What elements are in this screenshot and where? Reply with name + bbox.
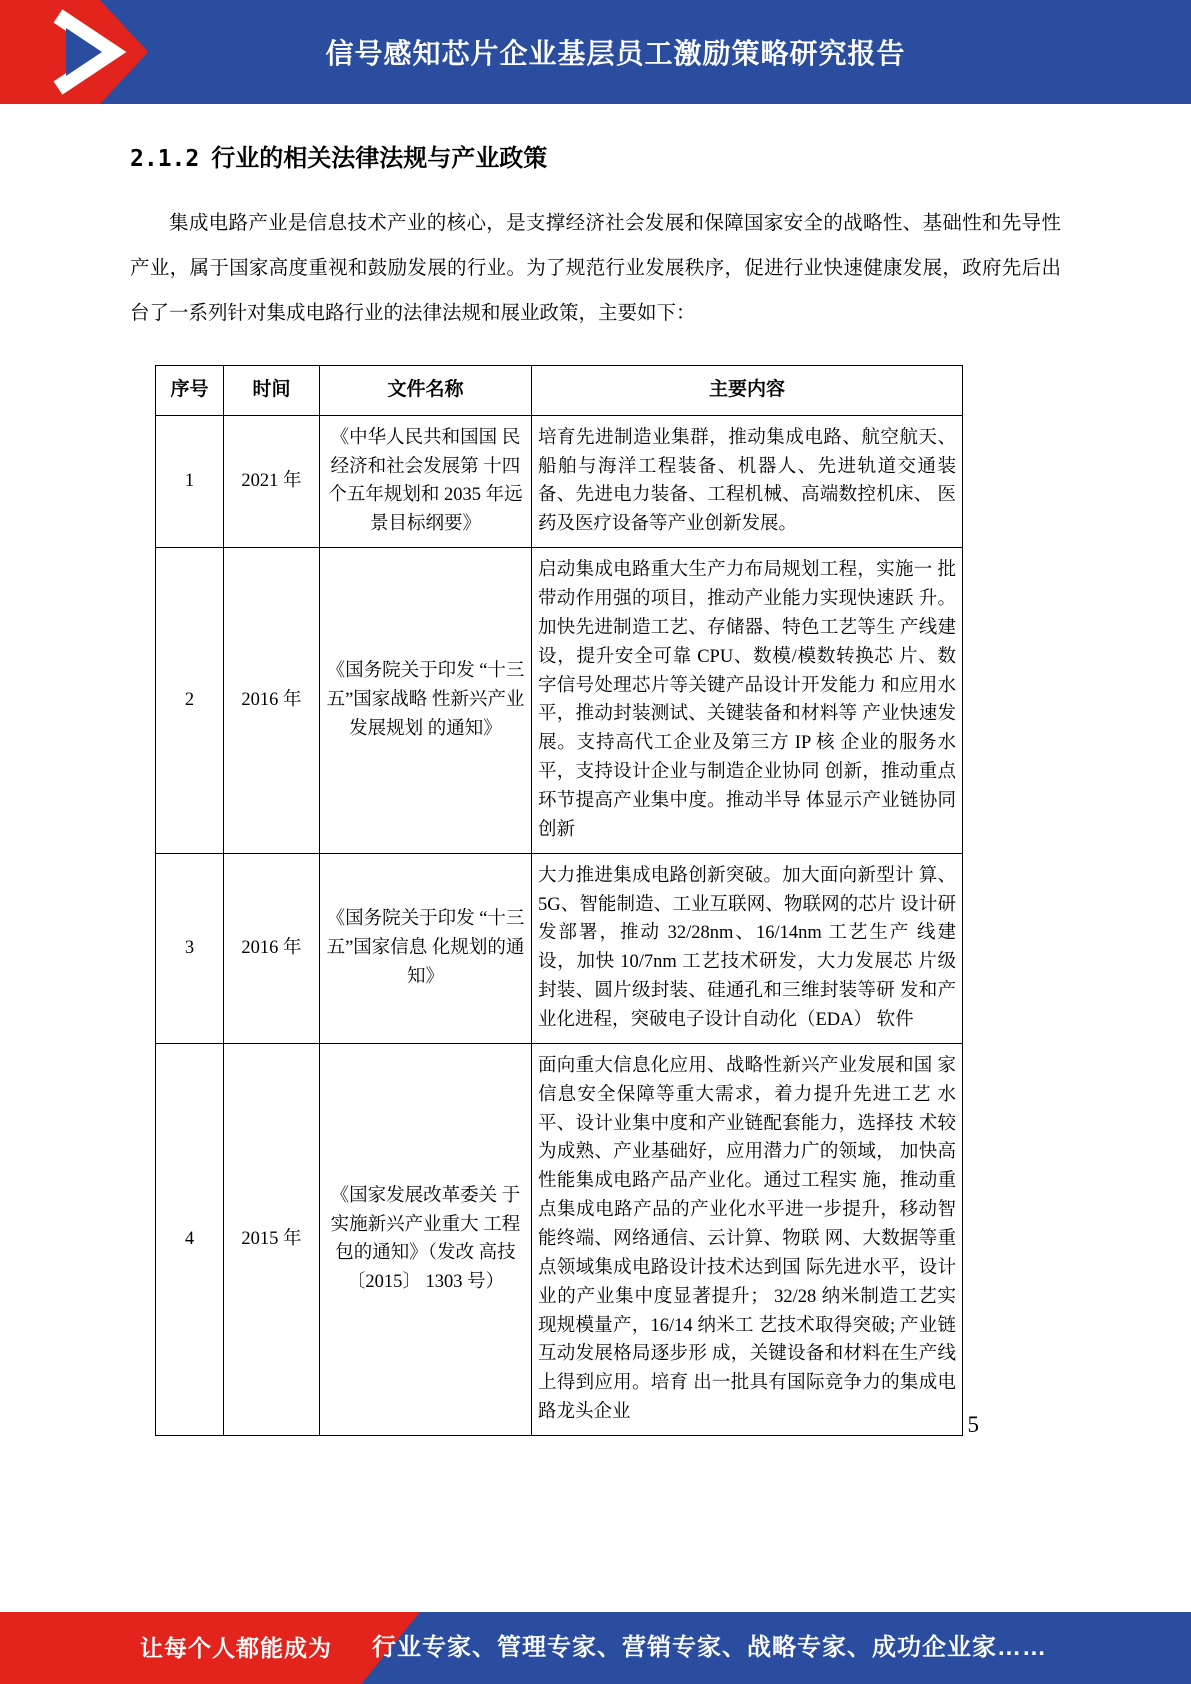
footer-slogan-right: 行业专家、管理专家、营销专家、战略专家、成功企业家…… — [372, 1634, 1047, 1661]
cell-doc: 《国务院关于印发 “十三五”国家战略 性新兴产业发展规划 的通知》 — [320, 548, 532, 854]
cell-doc: 《中华人民共和国国 民经济和社会发展第 十四个五年规划和 2035 年远景目标纲要》 — [320, 415, 532, 547]
section-title: 行业的相关法律法规与产业政策 — [211, 145, 548, 172]
cell-content: 启动集成电路重大生产力布局规划工程，实施一 批带动作用强的项目，推动产业能力实现快速跃 升。加快先进制造工艺、存储器、特色工艺等生 产线建设，提升安全可靠 CPU、数模/模数转换芯 片、数字信号处理芯片等关键产品设计开发能力 和应用水平，推动封装测试、关键装备和材料等 产业快速发展。支持高代工企业及第三方 IP 核 企业的服务水平，支持设计企业与制造企业协同 创新，推动重点环节提高产业集中度。推动半导 体显示产业链协同创新 — [532, 548, 963, 854]
page-number: 5 — [967, 1412, 979, 1437]
footer-slogan-left: 让每个人都能成为 — [140, 1635, 332, 1661]
section-number: 2.1.2 — [130, 146, 200, 172]
table-header — [156, 365, 963, 415]
table-row — [156, 415, 963, 547]
cell-no: 1 — [156, 415, 224, 547]
cell-time: 2016 年 — [224, 548, 320, 854]
cell-content: 面向重大信息化应用、战略性新兴产业发展和国 家信息安全保障等重大需求，着力提升先进工艺 水平、设计业集中度和产业链配套能力，选择技 术较为成熟、产业基础好，应用潜力广的领域， 加快高性能集成电路产品产业化。通过工程实 施，推动重点集成电路产品的产业化水平进一步提升，移动智能终端、网络通信、云计算、物联 网、大数据等重点领域集成电路设计技术达到国 际先进水平，设计业的产业集中度显著提升； 32/28 纳米制造工艺实现规模量产，16/14 纳米工 艺技术取得突破; 产业链互动发展格局逐步形 成，关键设备和材料在生产线上得到应用。培育 出一批具有国际竞争力的集成电路龙头企业 — [532, 1043, 963, 1435]
cell-no: 2 — [156, 548, 224, 854]
col-header-time: 时间 — [224, 365, 320, 415]
table-row — [156, 853, 963, 1043]
col-header-content: 主要内容 — [532, 365, 963, 415]
cell-time: 2021 年 — [224, 415, 320, 547]
cell-doc: 《国务院关于印发 “十三五”国家信息 化规划的通知》 — [320, 853, 532, 1043]
policy-table — [155, 365, 963, 1436]
cell-content: 培育先进制造业集群，推动集成电路、航空航天、船舶与海洋工程装备、机器人、先进轨道交通装 备、先进电力装备、工程机械、高端数控机床、 医药及医疗设备等产业创新发展。 — [532, 415, 963, 547]
red-arrow-icon — [0, 0, 150, 104]
section-heading — [130, 138, 1061, 173]
main-content — [0, 104, 1191, 1436]
col-header-no: 序号 — [156, 365, 224, 415]
cell-no: 3 — [156, 853, 224, 1043]
cell-no: 4 — [156, 1043, 224, 1435]
col-header-doc: 文件名称 — [320, 365, 532, 415]
report-header-banner — [0, 0, 1191, 104]
cell-content: 大力推进集成电路创新突破。加大面向新型计 算、5G、智能制造、工业互联网、物联网的芯片 设计研发部署，推动 32/28nm、16/14nm 工艺生产 线建设，加快 10/7nm 工艺技术研发，大力发展芯 片级封装、圆片级封装、硅通孔和三维封装等研 发和产业化进程，突破电子设计自动化（EDA） 软件 — [532, 853, 963, 1043]
cell-time: 2015 年 — [224, 1043, 320, 1435]
table-header-row — [156, 365, 963, 415]
cell-doc: 《国家发展改革委关 于实施新兴产业重大 工程包的通知》（发改 高技〔2015〕 1303 号） — [320, 1043, 532, 1435]
intro-paragraph: 集成电路产业是信息技术产业的核心，是支撑经济社会发展和保障国家安全的战略性、基础性和先导性产业，属于国家高度重视和鼓励发展的行业。为了规范行业发展秩序，促进行业快速健康发展，政府先后出台了一系列针对集成电路行业的法律法规和展业政策，主要如下： — [130, 213, 1061, 325]
table-row — [156, 548, 963, 854]
table-row — [156, 1043, 963, 1435]
report-title: 信号感知芯片企业基层员工激励策略研究报告 — [325, 38, 906, 69]
footer-banner — [0, 1612, 1191, 1684]
cell-time: 2016 年 — [224, 853, 320, 1043]
